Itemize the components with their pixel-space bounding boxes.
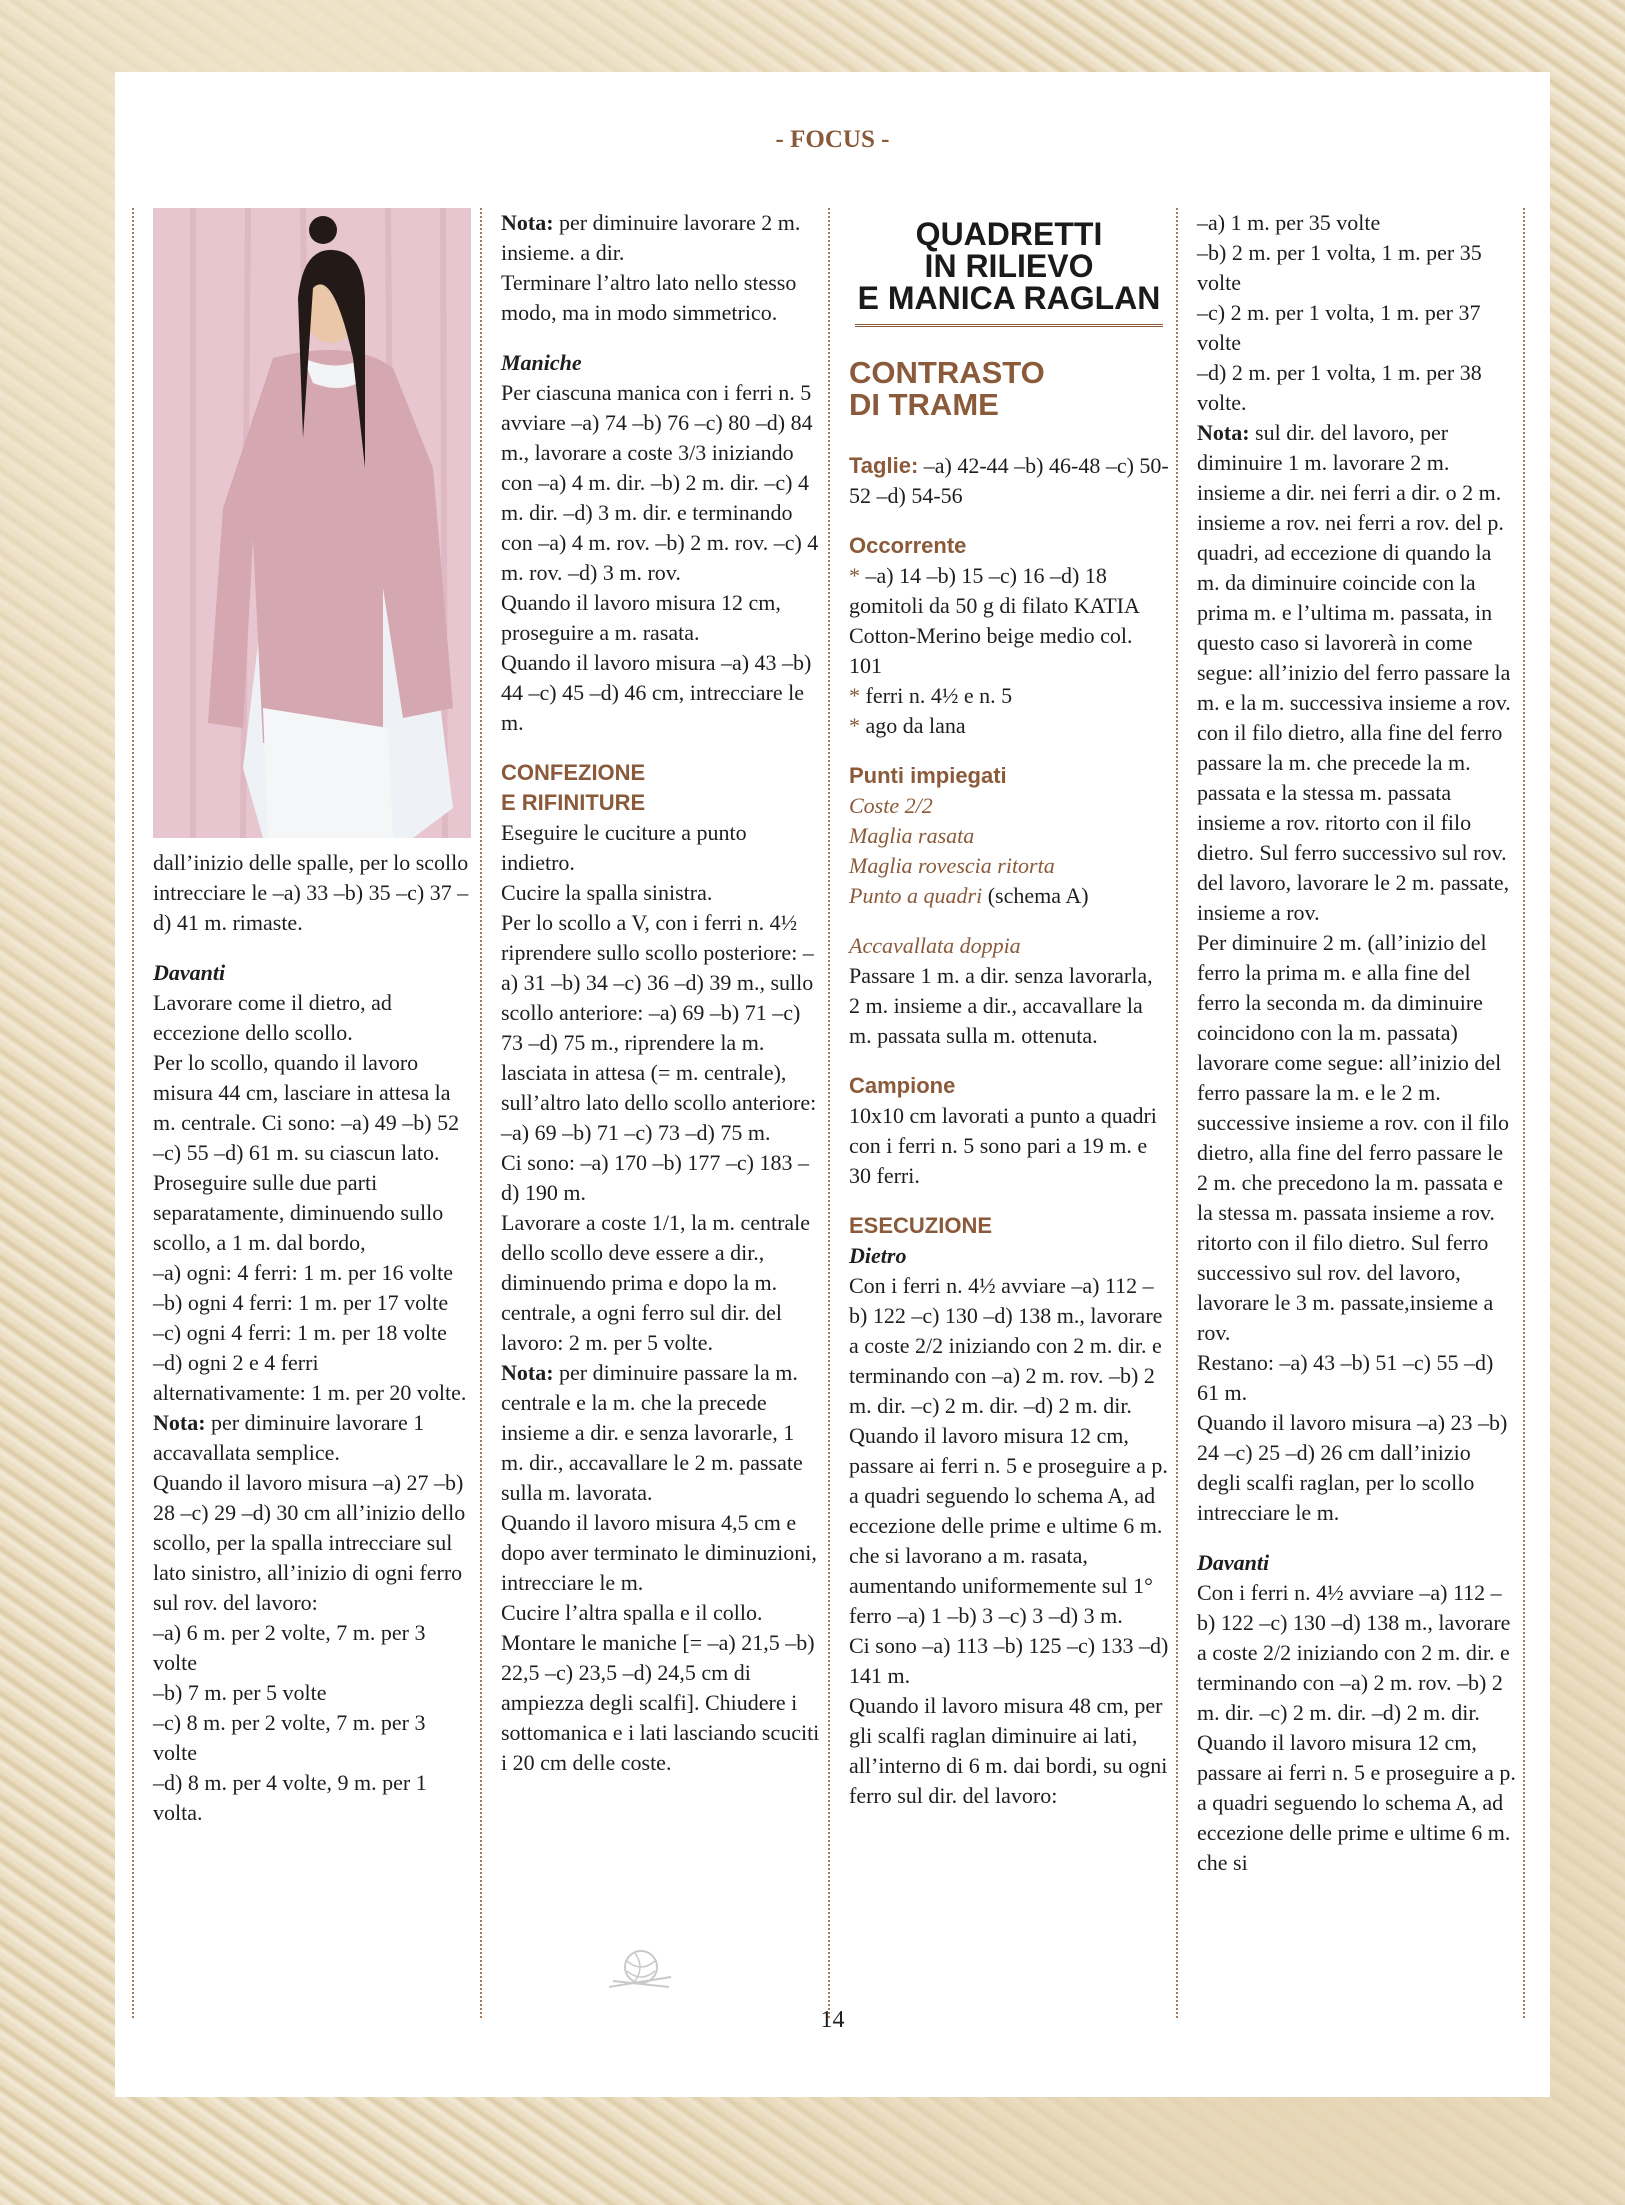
section-title: E RIFINITURE — [501, 790, 646, 815]
body-text: Eseguire le cuciture a punto indietro. — [501, 820, 747, 875]
list-item: –d) ogni 2 e 4 ferri alternativamente: 1 m. per 20 volte. — [153, 1350, 467, 1405]
body-text: Ci sono –a) 113 –b) 125 –c) 133 –d) 141 m. — [849, 1633, 1169, 1688]
model-photo — [153, 208, 471, 838]
subsection-title: Maniche — [501, 350, 582, 375]
note-label: Nota: — [1197, 420, 1250, 445]
body-text: Ci sono: –a) 170 –b) 177 –c) 183 –d) 190 m. — [501, 1150, 809, 1205]
note-label: Nota: — [501, 1360, 554, 1385]
section-header: - FOCUS - — [775, 126, 890, 153]
note-label: Nota: — [501, 210, 554, 235]
article-subtitle — [849, 357, 1169, 421]
yarn-ball-icon — [605, 1947, 675, 1991]
stitch-suffix: (schema A) — [982, 883, 1089, 908]
sizes — [849, 451, 1169, 511]
column-divider — [1523, 208, 1525, 2018]
body-text: Quando il lavoro misura 12 cm, proseguire a m. rasata. — [501, 590, 781, 645]
section-title: Punti impiegati — [849, 763, 1007, 788]
note-label: Nota: — [153, 1410, 206, 1435]
body-text: Lavorare come il dietro, ad eccezione dello scollo. — [153, 990, 392, 1045]
list-item: –a) 6 m. per 2 volte, 7 m. per 3 volte — [153, 1620, 426, 1675]
list-item: –b) 2 m. per 1 volta, 1 m. per 35 volte — [1197, 240, 1482, 295]
subtitle-line: DI TRAME — [849, 387, 999, 422]
subsection-title: Davanti — [153, 960, 226, 985]
title-line: E MANICA RAGLAN — [857, 280, 1161, 316]
model-illustration — [153, 208, 471, 838]
body-text: Con i ferri n. 4½ avviare –a) 112 –b) 122 –c) 130 –d) 138 m., lavorare a coste 2/2 iniziando con 2 m. dir. e terminando con –a) 2 m. rov. –b) 2 m. dir. –c) 2 m. dir. –d) 2 m. dir. — [849, 1273, 1163, 1418]
subtitle-line: CONTRASTO — [849, 355, 1045, 390]
list-item: –d) 2 m. per 1 volta, 1 m. per 38 volte. — [1197, 360, 1482, 415]
note — [1197, 418, 1517, 928]
note — [153, 1408, 473, 1468]
section-title: Campione — [849, 1073, 956, 1098]
section-title: CONFEZIONE — [501, 760, 646, 785]
list-item: –c) 2 m. per 1 volta, 1 m. per 37 volte — [1197, 300, 1481, 355]
body-text: Montare le maniche [= –a) 21,5 –b) 22,5 –c) 23,5 –d) 24,5 cm di ampiezza degli scalfi]. Chiudere i sottomanica e i lati lasciando scuciti i 20 cm delle coste. — [501, 1630, 820, 1775]
section-title: ESECUZIONE — [849, 1213, 993, 1238]
column-divider — [1176, 208, 1178, 2018]
body-text: 10x10 cm lavorati a punto a quadri con i ferri n. 5 sono pari a 19 m. e 30 ferri. — [849, 1103, 1157, 1188]
body-text: Cucire l’altra spalla e il collo. — [501, 1600, 763, 1625]
note — [501, 208, 821, 268]
bullet-icon: * — [849, 713, 866, 738]
materials-item — [849, 711, 1169, 741]
body-text: Passare 1 m. a dir. senza lavorarla, 2 m. insieme a dir., accavallare la m. passata sulla m. ottenuta. — [849, 963, 1153, 1048]
body-text: dall’inizio delle spalle, per lo scollo intrecciare le –a) 33 –b) 35 –c) 37 –d) 41 m. rimaste. — [153, 850, 469, 935]
stitch-item — [849, 881, 1169, 911]
body-text: Per diminuire 2 m. (all’inizio del ferro la prima m. e alla fine del ferro la seconda m. da diminuire coincidono con la m. passata) lavorare come segue: all’inizio del ferro passare la m. e le 2 m. successive insieme a rov. con il filo dietro, alla fine del ferro passare le 2 m. che precedono la m. passata e la stessa m. passata insieme a rov. ritorto con il filo dietro. Sul ferro successivo sul rov. del lavoro, lavorare le 3 m. passate,insieme a rov. — [1197, 930, 1509, 1345]
title-line: QUADRETTI — [915, 216, 1103, 252]
list-item: –b) ogni 4 ferri: 1 m. per 17 volte — [153, 1290, 449, 1315]
body-text: Lavorare a coste 1/1, la m. centrale dello scollo deve essere a dir., diminuendo prima e dopo la m. centrale, a ogni ferro sul dir. del lavoro: 2 m. per 5 volte. — [501, 1210, 811, 1355]
subsection-title: Dietro — [849, 1243, 907, 1268]
column-1 — [153, 208, 473, 1828]
stitch-item: Coste 2/2 — [849, 793, 933, 818]
materials-text: ferri n. 4½ e n. 5 — [865, 683, 1013, 708]
materials-item — [849, 561, 1169, 681]
materials-text: –a) 14 –b) 15 –c) 16 –d) 18 gomitoli da 50 g di filato KATIA Cotton-Merino beige medio col. 101 — [849, 563, 1139, 678]
column-divider — [132, 208, 134, 2018]
stitch-item: Maglia rasata — [849, 823, 975, 848]
note-text: sul dir. del lavoro, per diminuire 1 m. lavorare 2 m. insieme a dir. nei ferri a dir. o 2 m. insieme a rov. nei ferri a rov. del p. quadri, ad eccezione di quando la m. da diminuire coincide con la prima m. e l’ultima m. passata, in questo caso si lavorerà in come segue: all’inizio del ferro passare la m. e la m. successiva insieme a rov. con il filo dietro, alla fine del ferro passare la m. che precede la m. passata e la stessa m. passata insieme a rov. ritorto con il filo dietro. Sul ferro successivo sul rov. del lavoro, lavorare le 2 m. passate, insieme a rov. — [1197, 420, 1511, 925]
body-text: Quando il lavoro misura 4,5 cm e dopo aver terminato le diminuzioni, intrecciare le m. — [501, 1510, 817, 1595]
body-text: Proseguire sulle due parti separatamente, diminuendo sullo scollo, a 1 m. dal bordo, — [153, 1170, 444, 1255]
body-text: Per lo scollo, quando il lavoro misura 44 cm, lasciare in attesa la m. centrale. Ci sono: –a) 49 –b) 52 –c) 55 –d) 61 m. su ciascun lato. — [153, 1050, 460, 1165]
section-title: Occorrente — [849, 533, 967, 558]
sizes-label: Taglie: — [849, 453, 919, 478]
column-3 — [849, 208, 1169, 1811]
bullet-icon: * — [849, 683, 866, 708]
list-item: –a) 1 m. per 35 volte — [1197, 210, 1381, 235]
title-line: IN RILIEVO — [924, 248, 1094, 284]
body-text: Per ciascuna manica con i ferri n. 5 avviare –a) 74 –b) 76 –c) 80 –d) 84 m., lavorare a coste 3/3 iniziando con –a) 4 m. dir. –b) 2 m. dir. –c) 4 m. dir. –d) 3 m. dir. e terminando con –a) 4 m. rov. –b) 2 m. rov. –c) 4 m. rov. –d) 3 m. rov. — [501, 380, 819, 585]
note — [501, 1358, 821, 1508]
list-item: –a) ogni: 4 ferri: 1 m. per 16 volte — [153, 1260, 453, 1285]
stitch-name: Punto a quadri — [849, 883, 983, 908]
column-2 — [501, 208, 821, 1778]
column-divider — [828, 208, 830, 2018]
page-number: 14 — [820, 2007, 845, 2033]
stitch-item: Maglia rovescia ritorta — [849, 853, 1055, 878]
list-item: –b) 7 m. per 5 volte — [153, 1680, 327, 1705]
body-text: Con i ferri n. 4½ avviare –a) 112 –b) 122 –c) 130 –d) 138 m., lavorare a coste 2/2 iniziando con 2 m. dir. e terminando con –a) 2 m. rov. –b) 2 m. dir. –c) 2 m. dir. –d) 2 m. dir. — [1197, 1580, 1511, 1725]
list-item: –d) 8 m. per 4 volte, 9 m. per 1 volta. — [153, 1770, 427, 1825]
body-text: Per lo scollo a V, con i ferri n. 4½ riprendere sullo scollo posteriore: –a) 31 –b) 34 –c) 36 –d) 39 m., sullo scollo anteriore: –a) 69 –b) 71 –c) 73 –d) 75 m., riprendere la m. lasciata in attesa (= m. centrale), sull’altro lato dello scollo anteriore: –a) 69 –b) 71 –c) 73 –d) 75 m. — [501, 910, 817, 1145]
subsection-title: Accavallata doppia — [849, 933, 1021, 958]
body-text: Quando il lavoro misura –a) 23 –b) 24 –c) 25 –d) 26 cm dall’inizio degli scalfi raglan, per lo scollo intrecciare le m. — [1197, 1410, 1508, 1525]
title-divider — [855, 324, 1163, 327]
subsection-title: Davanti — [1197, 1550, 1270, 1575]
page — [115, 72, 1550, 2097]
column-divider — [480, 208, 482, 2018]
list-item: –c) ogni 4 ferri: 1 m. per 18 volte — [153, 1320, 447, 1345]
body-text: Restano: –a) 43 –b) 51 –c) 55 –d) 61 m. — [1197, 1350, 1494, 1405]
body-text: Quando il lavoro misura 48 cm, per gli scalfi raglan diminuire ai lati, all’interno di 6 m. dai bordi, su ogni ferro sul dir. del lavoro: — [849, 1693, 1168, 1808]
note-text: per diminuire lavorare 1 accavallata semplice. — [153, 1410, 425, 1465]
note-text: per diminuire passare la m. centrale e la m. che la precede insieme a dir. e senza lavorarle, 1 m. dir., accavallare le 2 m. passate sulla m. lavorata. — [501, 1360, 803, 1505]
body-text: Cucire la spalla sinistra. — [501, 880, 713, 905]
article-title — [849, 218, 1169, 314]
list-item: –c) 8 m. per 2 volte, 7 m. per 3 volte — [153, 1710, 426, 1765]
column-4 — [1197, 208, 1517, 1878]
body-text: Quando il lavoro misura –a) 43 –b) 44 –c) 45 –d) 46 cm, intrecciare le m. — [501, 650, 812, 735]
materials-item — [849, 681, 1169, 711]
body-text: Quando il lavoro misura 12 cm, passare ai ferri n. 5 e proseguire a p. a quadri seguendo lo schema A, ad eccezione delle prime e ultime 6 m. che si lavorano a m. rasata, aumentando uniformemente sul 1° ferro –a) 1 –b) 3 –c) 3 –d) 3 m. — [849, 1423, 1168, 1628]
materials-text: ago da lana — [865, 713, 966, 738]
note-text: per diminuire lavorare 2 m. insieme. a dir. — [501, 210, 801, 265]
body-text: Terminare l’altro lato nello stesso modo, ma in modo simmetrico. — [501, 270, 797, 325]
bullet-icon: * — [849, 563, 866, 588]
sizes-text: –a) 42-44 –b) 46-48 –c) 50-52 –d) 54-56 — [849, 453, 1169, 508]
body-text: Quando il lavoro misura 12 cm, passare ai ferri n. 5 e proseguire a p. a quadri seguendo lo schema A, ad eccezione delle prime e ultime 6 m. che si — [1197, 1730, 1516, 1875]
body-text: Quando il lavoro misura –a) 27 –b) 28 –c) 29 –d) 30 cm all’inizio dello scollo, per la spalla intrecciare sul lato sinistro, all’inizio di ogni ferro sul rov. del lavoro: — [153, 1470, 466, 1615]
